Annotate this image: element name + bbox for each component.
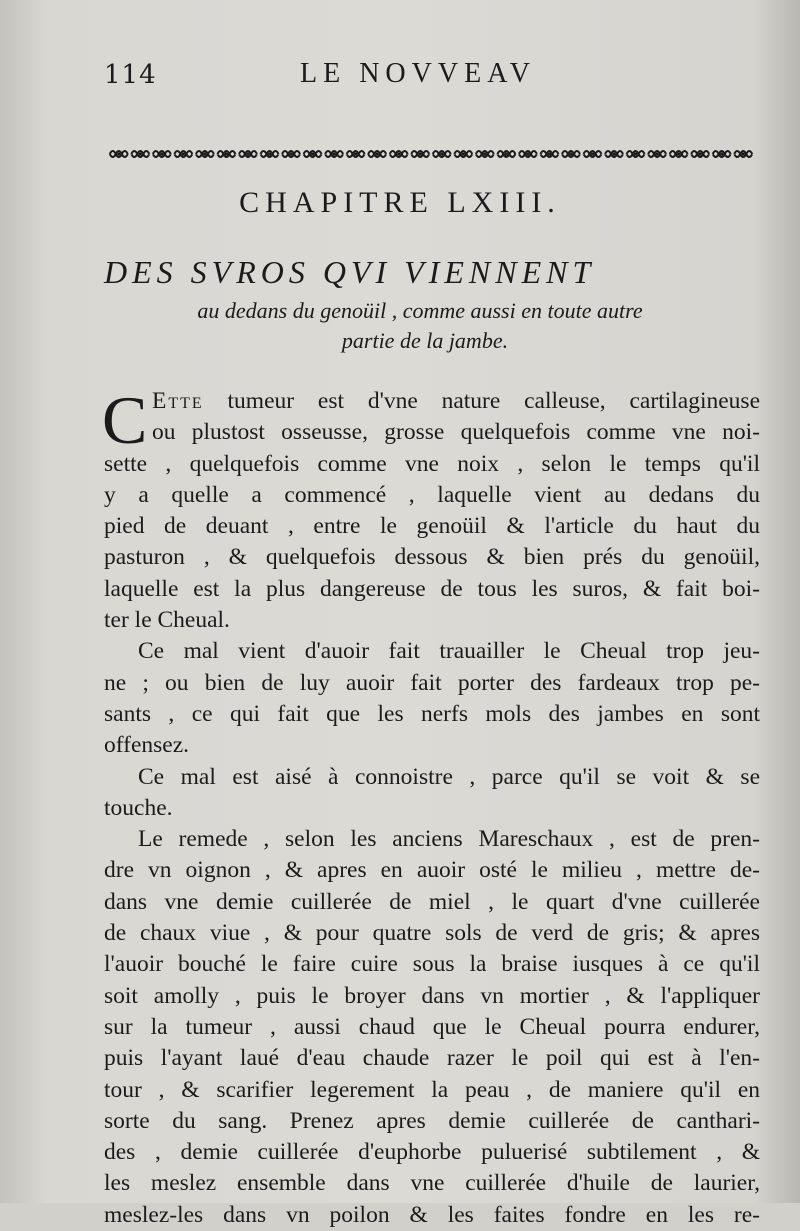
drop-cap: C bbox=[102, 382, 148, 458]
ornament-dot bbox=[526, 152, 529, 155]
chapter-heading-line-2: au dedans du genoüil , comme aussi en toute autre bbox=[197, 298, 643, 323]
text-line-content: tumeur est d'vne nature calleuse, cartilagineuse bbox=[203, 388, 760, 414]
text-line: pied de deuant , entre le genoüil & l'article du haut du bbox=[104, 513, 760, 540]
page-number: 114 bbox=[104, 60, 157, 90]
text-line: ter le Cheual. bbox=[104, 607, 230, 634]
ornament-dot bbox=[720, 152, 723, 155]
text-line bbox=[104, 386, 760, 417]
body-text bbox=[102, 382, 760, 1231]
text-line: puis l'ayant laué d'eau chaude razer le poil qui est à l'en- bbox=[104, 1045, 760, 1072]
chapter-heading: DES SVROS QVI VIENNENT bbox=[104, 254, 596, 290]
ornament-dot bbox=[376, 152, 379, 155]
text-line: y a quelle a commencé , laquelle vient au dedans du bbox=[104, 481, 760, 508]
ornament-dot bbox=[246, 152, 249, 155]
ornament-band bbox=[108, 146, 754, 162]
text-line: touche. bbox=[104, 794, 173, 821]
text-line: meslez-les dans vn poilon & les faites fondre en les re- bbox=[104, 1201, 760, 1228]
text-line: sants , ce qui fait que les nerfs mols des jambes en sont bbox=[104, 700, 760, 727]
ornament-dot bbox=[505, 152, 508, 155]
paragraph-3 bbox=[104, 762, 760, 825]
ornament-dot bbox=[440, 152, 443, 155]
ornament-dot bbox=[333, 152, 336, 155]
text-line: soit amolly , puis le broyer dans vn mortier , & l'appliquer bbox=[104, 982, 760, 1009]
ornament-dot bbox=[139, 152, 142, 155]
text-line: dre vn oignon , & apres en auoir osté le milieu , mettre de- bbox=[104, 857, 760, 884]
text-line: dans vne demie cuillerée de miel , le quart d'vne cuillerée bbox=[104, 888, 760, 915]
text-line: tour , & scarifier legerement la peau , de maniere qu'il en bbox=[104, 1076, 760, 1103]
ornament-dot bbox=[268, 152, 271, 155]
paragraph-1 bbox=[102, 382, 760, 636]
ornament-dot bbox=[462, 152, 465, 155]
text-line: ne ; ou bien de luy auoir fait porter des fardeaux trop pe- bbox=[104, 669, 760, 696]
ornament-dot bbox=[117, 152, 120, 155]
ornament-dot bbox=[397, 152, 400, 155]
ornament-dot bbox=[742, 152, 745, 155]
paragraph-2 bbox=[104, 636, 760, 761]
ornament-dot bbox=[483, 152, 486, 155]
page-header bbox=[0, 58, 800, 98]
ornament-dot bbox=[225, 152, 228, 155]
text-line: les meslez ensemble dans vne cuillerée d'huile de laurier, bbox=[104, 1170, 760, 1197]
ornament-dot bbox=[569, 152, 572, 155]
text-line: Le remede , selon les anciens Mareschaux , est de pren- bbox=[138, 826, 760, 853]
chapter-title: CHAPITRE LXIII. bbox=[239, 186, 561, 219]
text-line: sette , quelquefois comme vne noix , selon le temps qu'il bbox=[104, 450, 760, 477]
ornament-dot bbox=[203, 152, 206, 155]
text-line: Ce mal vient d'auoir fait trauailler le Cheual trop jeu- bbox=[138, 638, 760, 665]
text-line: sur la tumeur , aussi chaud que le Cheual pourra endurer, bbox=[104, 1013, 760, 1040]
text-line: Ce mal est aisé à connoistre , parce qu'il se voit & se bbox=[138, 763, 760, 790]
ornament-dot bbox=[354, 152, 357, 155]
ornament-dot bbox=[548, 152, 551, 155]
text-line: pasturon , & quelquefois dessous & bien prés du genoüil, bbox=[104, 544, 760, 571]
text-line: sorte du sang. Prenez apres demie cuillerée de canthari- bbox=[104, 1107, 760, 1134]
ornament-dot bbox=[160, 152, 163, 155]
ornament-dot bbox=[612, 152, 615, 155]
ornament-dot bbox=[656, 152, 659, 155]
ornament-dot bbox=[699, 152, 702, 155]
ornament-dot bbox=[289, 152, 292, 155]
chapter-heading-line-3: partie de la jambe. bbox=[341, 328, 509, 353]
ornament-dot bbox=[591, 152, 594, 155]
ornament-dot bbox=[182, 152, 185, 155]
running-title: LE NOVVEAV bbox=[300, 58, 537, 89]
paragraph-4 bbox=[104, 824, 760, 1231]
ornament-dot bbox=[419, 152, 422, 155]
ornament-dot bbox=[634, 152, 637, 155]
text-line: laquelle est la plus dangereuse de tous les suros, & fait boi- bbox=[104, 575, 760, 602]
text-line: ou plustost osseusse, grosse quelquefois comme vne noi- bbox=[152, 419, 760, 446]
text-line: de chaux viue , & pour quatre sols de verd de gris; & apres bbox=[104, 920, 760, 947]
ornament-dot bbox=[677, 152, 680, 155]
ornament-dot bbox=[311, 152, 314, 155]
text-line: l'auoir bouché le faire cuire sous la braise iusques à ce qu'il bbox=[104, 951, 760, 978]
text-line: des , demie cuillerée d'euphorbe puluerisé subtilement , & bbox=[104, 1139, 760, 1166]
first-word: Ette bbox=[152, 388, 204, 414]
text-line: offensez. bbox=[104, 732, 190, 759]
